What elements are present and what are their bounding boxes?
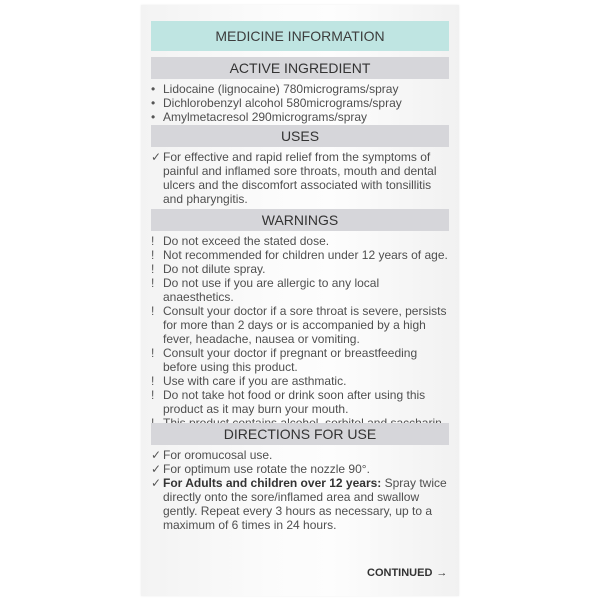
exclamation-icon: ! <box>151 276 155 290</box>
active-ingredient-header: ACTIVE INGREDIENT <box>151 57 449 79</box>
list-item: ! Consult your doctor if pregnant or breastfeeding before using this product. <box>151 346 418 374</box>
bullet-icon: • <box>151 96 156 110</box>
list-item: ! Do not take hot food or drink soon after using this product as it may burn your mouth. <box>151 388 426 416</box>
list-item: ! Do not exceed the stated dose. <box>151 234 330 248</box>
exclamation-icon: ! <box>151 374 155 388</box>
list-item <box>151 476 451 532</box>
list-item: • Lidocaine (lignocaine) 780micrograms/spray <box>151 82 399 96</box>
medicine-info-card <box>141 5 459 596</box>
exclamation-icon: ! <box>151 234 155 248</box>
medicine-information-banner: MEDICINE INFORMATION <box>151 21 449 51</box>
uses-list <box>151 150 451 206</box>
exclamation-icon: ! <box>151 304 155 318</box>
list-item: ! Do not use if you are allergic to any local anaesthetics. <box>151 276 380 304</box>
list-item: • Amylmetacresol 290micrograms/spray <box>151 110 368 124</box>
list-item: ✓ For effective and rapid relief from the symptoms of painful and inflamed sore throats, mouth and dental ulcers and the discomfort associated with tonsillitis and pharyngitis. <box>151 150 437 206</box>
checkmark-icon: ✓ <box>151 462 162 476</box>
list-item: ! Not recommended for children under 12 years of age. <box>151 248 448 262</box>
list-item: ! Do not dilute spray. <box>151 262 266 276</box>
warnings-list <box>151 234 451 430</box>
list-item: ✓ For oromucosal use. <box>151 448 273 462</box>
bullet-icon: • <box>151 82 156 96</box>
dosage-heading: For Adults and children over 12 years: <box>163 476 382 490</box>
checkmark-icon: ✓ <box>151 448 162 462</box>
checkmark-icon: ✓ <box>151 150 162 164</box>
bullet-icon: • <box>151 110 156 124</box>
list-item: • Dichlorobenzyl alcohol 580micrograms/spray <box>151 96 402 110</box>
list-item: ! Use with care if you are asthmatic. <box>151 374 347 388</box>
exclamation-icon: ! <box>151 262 155 276</box>
checkmark-icon: ✓ <box>151 476 162 490</box>
continued-label: CONTINUED → <box>367 567 448 579</box>
directions-header: DIRECTIONS FOR USE <box>151 423 449 445</box>
exclamation-icon: ! <box>151 248 155 262</box>
active-ingredient-list <box>151 82 451 124</box>
dosage-text: Spray twice directly onto the sore/inflamed area and swallow gently. Repeat every 3 hours as necessary, up to a maximum of 6 times in 24 hours. <box>163 476 447 532</box>
uses-header: USES <box>151 125 449 147</box>
directions-list <box>151 448 451 532</box>
exclamation-icon: ! <box>151 346 155 360</box>
exclamation-icon: ! <box>151 388 155 402</box>
list-item: ! Consult your doctor if a sore throat is severe, persists for more than 2 days or is accompanied by a high fever, headache, nausea or vomiting. <box>151 304 447 346</box>
warnings-header: WARNINGS <box>151 209 449 231</box>
arrow-right-icon: → <box>436 567 448 579</box>
list-item: ✓ For optimum use rotate the nozzle 90°. <box>151 462 370 476</box>
